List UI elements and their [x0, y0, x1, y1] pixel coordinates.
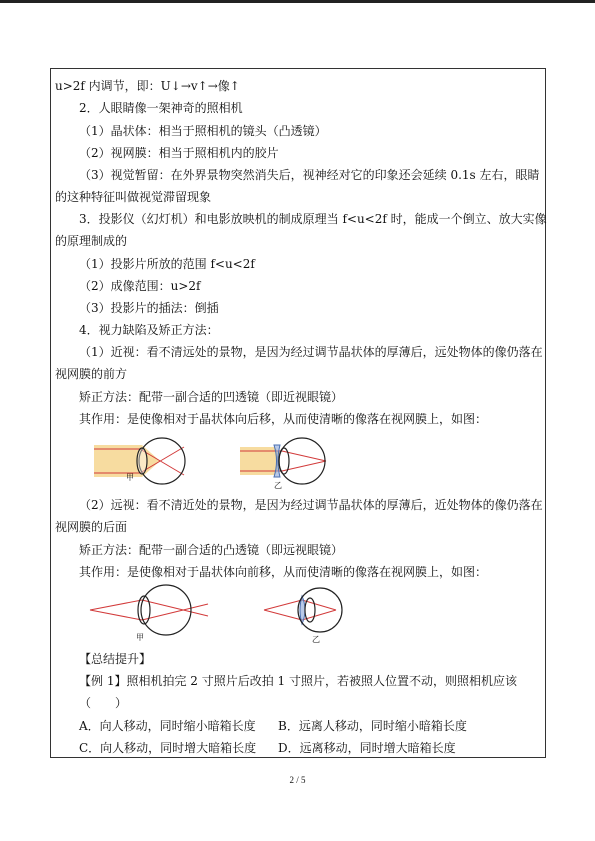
hyperopia-a-label: 甲	[136, 633, 144, 642]
text-line-image-range: （2）成像范围：u>2f	[79, 279, 201, 293]
header-rule	[0, 0, 595, 3]
hyperopia-diagram-b	[262, 580, 346, 640]
text-line-lens: （1）晶状体：相当于照相机的镜头（凸透镜）	[79, 124, 327, 138]
text-line-myopia-correction: 矫正方法：配带一副合适的凹透镜（即近视眼镜）	[79, 390, 344, 404]
option-d: D．远离移动，同时增大暗箱长度	[278, 741, 456, 755]
text-line-myopia: （1）近视：看不清远处的景物，是因为经过调节晶状体的厚薄后，远处物体的像仍落在	[79, 345, 543, 359]
page-number: 2 / 5	[289, 775, 306, 785]
hyperopia-a-ray-bottom-inside	[142, 604, 208, 620]
example-1-question: 【例 1】照相机拍完 2 寸照片后改拍 1 寸照片，若被照人位置不动，则照相机应该	[79, 674, 517, 688]
text-line-persistence-cont: 的这种特征叫做视觉滞留现象	[55, 190, 212, 204]
myopia-b-label: 乙	[274, 481, 282, 490]
text-line-hyperopia-correction: 矫正方法：配带一副合适的凸透镜（即远视眼镜）	[79, 543, 344, 557]
myopia-diagram-a	[90, 433, 200, 489]
text-line-u-range: u>2f 内调节，即：U↓→v↑→像↑	[55, 79, 240, 93]
myopia-a-label: 甲	[126, 473, 134, 482]
myopia-b-eyeball	[279, 438, 325, 484]
option-c: C．向人移动，同时增大暗箱长度	[79, 741, 257, 755]
heading-eye-camera: 2．人眼睛像一架神奇的照相机	[79, 101, 243, 115]
hyperopia-b-lens	[305, 598, 315, 622]
hyperopia-b-ray-bottom	[264, 610, 302, 620]
text-line-hyperopia: （2）远视：看不清近处的景物，是因为经过调节晶状体的厚薄后，近处物体的像仍落在	[79, 498, 543, 512]
example-1-blank: （ ）	[79, 696, 128, 710]
text-line-retina: （2）视网膜：相当于照相机内的胶片	[79, 146, 279, 160]
hyperopia-diagram-a	[86, 582, 212, 640]
hyperopia-a-ray-top	[90, 600, 142, 610]
hyperopia-b-label: 乙	[312, 635, 320, 644]
text-line-hyperopia-effect: 其作用：是使像相对于晶状体向前移，从而使清晰的像落在视网膜上，如图：	[79, 565, 488, 579]
hyperopia-a-ray-bottom	[90, 610, 142, 620]
text-line-insert: （3）投影片的插法：倒插	[79, 301, 219, 315]
text-line-slide-range: （1）投影片所放的范围 f<u<2f	[79, 257, 255, 271]
section-summary-heading: 【总结提升】	[79, 652, 152, 666]
heading-vision-defects: 4．视力缺陷及矫正方法：	[79, 323, 219, 337]
myopia-diagram-b	[238, 433, 338, 489]
text-line-myopia-effect: 其作用：是使像相对于晶状体向后移，从而使清晰的像落在视网膜上，如图：	[79, 412, 488, 426]
heading-projector: 3．投影仪（幻灯机）和电影放映机的制成原理当 f<u<2f 时，能成一个倒立、放大实像	[79, 212, 547, 226]
hyperopia-a-ray-top-inside	[142, 600, 208, 616]
option-a: A．向人移动，同时缩小暗箱长度	[79, 719, 256, 733]
option-b: B．远离人移动，同时缩小暗箱长度	[278, 719, 467, 733]
text-line-persistence: （3）视觉暂留：在外界景物突然消失后，视神经对它的印象还会延续 0.1s 左右，眼睛	[79, 168, 540, 182]
text-line-hyperopia-cont: 视网膜的后面	[55, 520, 128, 534]
text-line-projector-cont: 的原理制成的	[55, 234, 128, 248]
myopia-a-lens	[137, 448, 147, 474]
hyperopia-b-ray-top	[264, 600, 302, 610]
text-line-myopia-cont: 视网膜的前方	[55, 367, 128, 381]
